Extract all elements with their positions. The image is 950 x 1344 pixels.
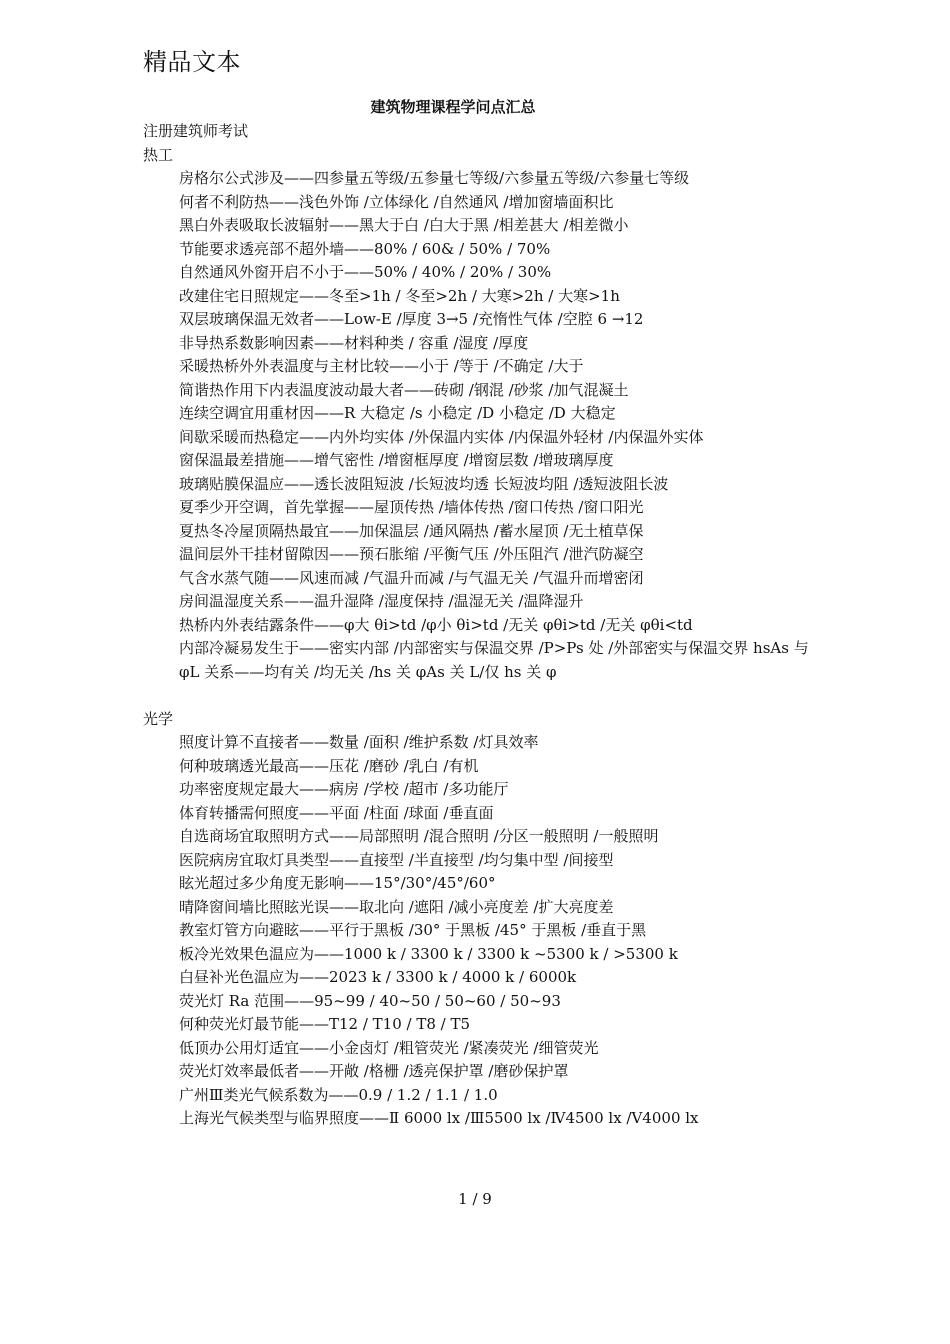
- list-item: 何种玻璃透光最高——压花 /磨砂 /乳白 /有机: [179, 756, 479, 775]
- list-item: 气含水蒸气随——风速而减 /气温升而减 /与气温无关 /气温升而增密闭: [179, 568, 644, 587]
- list-item: 黑白外表吸取长波辐射——黑大于白 /白大于黑 /相差甚大 /相差微小: [179, 216, 629, 234]
- list-item-wrapped: 板冷光效果色温应为——1000 k / 3300 k / 3300 k ~5300 k / >5300 k: [179, 944, 678, 963]
- list-item: 节能要求透亮部不超外墙——80% / 60& / 50% / 70%: [179, 239, 551, 258]
- list-item: 功率密度规定最大——病房 /学校 /超市 /多功能厅: [179, 780, 509, 798]
- list-item: 体育转播需何照度——平面 /柱面 /球面 /垂直面: [179, 803, 494, 822]
- list-item: 照度计算不直接者——数量 /面积 /维护系数 /灯具效率: [179, 733, 539, 751]
- list-item: 采暖热桥外外表温度与主材比较——小于 /等于 /不确定 /大于: [179, 357, 584, 375]
- list-item: 窗保温最差措施——增气密性 /增窗框厚度 /增窗层数 /增玻璃厚度: [179, 451, 614, 469]
- list-item: 玻璃贴膜保温应——透长波阻短波 /长短波均透 长短波均阻 /透短波阻长波: [179, 474, 669, 493]
- list-item: 房间温湿度关系——温升湿降 /湿度保持 /温湿无关 /温降湿升: [179, 592, 584, 610]
- list-item: 何者不利防热——浅色外饰 /立体绿化 /自然通风 /增加窗墙面积比: [179, 192, 614, 211]
- list-item: 房格尔公式涉及——四参量五等级/五参量七等级/六参量五等级/六参量七等级: [179, 169, 690, 187]
- list-item: 双层玻璃保温无效者——Low-E /厚度 3→5 /充惰性气体 /空腔 6 →12: [179, 310, 644, 328]
- list-item: 荧光灯 Ra 范围——95~99 / 40~50 / 50~60 / 50~93: [179, 991, 561, 1010]
- list-item: 医院病房宜取灯具类型——直接型 /半直接型 /均匀集中型 /间接型: [179, 850, 614, 869]
- list-item: 上海光气候类型与临界照度——Ⅱ 6000 lx /Ⅲ5500 lx /Ⅳ4500 lx /Ⅴ4000 lx: [179, 1109, 699, 1127]
- exam-subtitle: 注册建筑师考试: [143, 122, 249, 140]
- list-item: 改建住宅日照规定——冬至>1h / 冬至>2h / 大寒>2h / 大寒>1h: [179, 286, 620, 305]
- list-item: 白昼补光色温应为——2023 k / 3300 k / 4000 k / 6000k: [179, 968, 577, 986]
- list-item: 间歇采暖而热稳定——内外均实体 /外保温内实体 /内保温外轻材 /内保温外实体: [179, 427, 704, 446]
- list-item: 夏热冬冷屋顶隔热最宜——加保温层 /通风隔热 /蓄水屋顶 /无土植草保: [179, 521, 644, 540]
- list-item: 自然通风外窗开启不小于——50% / 40% / 20% / 30%: [179, 263, 552, 281]
- optics-lines: [143, 731, 813, 1131]
- document-body: [143, 120, 813, 1131]
- list-item: 荧光灯效率最低者——开敞 /格栅 /透亮保护罩 /磨砂保护罩: [179, 1062, 569, 1080]
- list-item-wrapped: 内部冷凝易发生于——密实内部 /内部密实与保温交界 /P>Ps 处 /外部密实与保温交界 hsAs 与 φL 关系——均有关 /均无关 /hs 关 φAs 关 L/仅 hs 关 φ: [179, 639, 809, 681]
- list-item: 广州Ⅲ类光气候系数为——0.9 / 1.2 / 1.1 / 1.0: [179, 1085, 498, 1104]
- list-item: 眩光超过多少角度无影响——15°/30°/45°/60°: [179, 874, 496, 892]
- list-item: 非导热系数影响因素——材料种类 / 容重 /湿度 /厚度: [179, 333, 529, 352]
- header-label: 精品文本: [143, 48, 241, 76]
- list-item: 简谐热作用下内表温度波动最大者——砖砌 /钢混 /砂浆 /加气混凝土: [179, 380, 629, 399]
- document-title: 建筑物理课程学问点汇总: [370, 98, 536, 116]
- page-number: 1 / 9: [458, 1190, 492, 1208]
- list-item: 温间层外干挂材留隙因——预石胀缩 /平衡气压 /外压阻汽 /泄汽防凝空: [179, 545, 644, 563]
- list-item: 晴降窗间墙比照眩光误——取北向 /遮阳 /减小亮度差 /扩大亮度差: [179, 897, 614, 916]
- list-item: 低顶办公用灯适宜——小金卤灯 /粗管荧光 /紧凑荧光 /细管荧光: [179, 1038, 599, 1057]
- section-spacer: [143, 684, 813, 708]
- list-item: 何种荧光灯最节能——T12 / T10 / T8 / T5: [179, 1015, 471, 1033]
- section-heading-optics: 光学: [143, 709, 174, 728]
- list-item: 自选商场宜取照明方式——局部照明 /混合照明 /分区一般照明 /一般照明: [179, 827, 659, 845]
- thermal-lines: [143, 167, 813, 684]
- list-item: 夏季少开空调，首先掌握——屋顶传热 /墙体传热 /窗口传热 /窗口阳光: [179, 498, 644, 516]
- list-item: 教室灯管方向避眩——平行于黑板 /30° 于黑板 /45° 于黑板 /垂直于黑: [179, 921, 647, 939]
- list-item: 连续空调宜用重材因——R 大稳定 /s 小稳定 /D 小稳定 /D 大稳定: [179, 404, 616, 422]
- section-heading-thermal: 热工: [143, 145, 174, 164]
- list-item: 热桥内外表结露条件——φ大 θi>td /φ小 θi>td /无关 φθi>td /无关 φθi<td: [179, 615, 693, 634]
